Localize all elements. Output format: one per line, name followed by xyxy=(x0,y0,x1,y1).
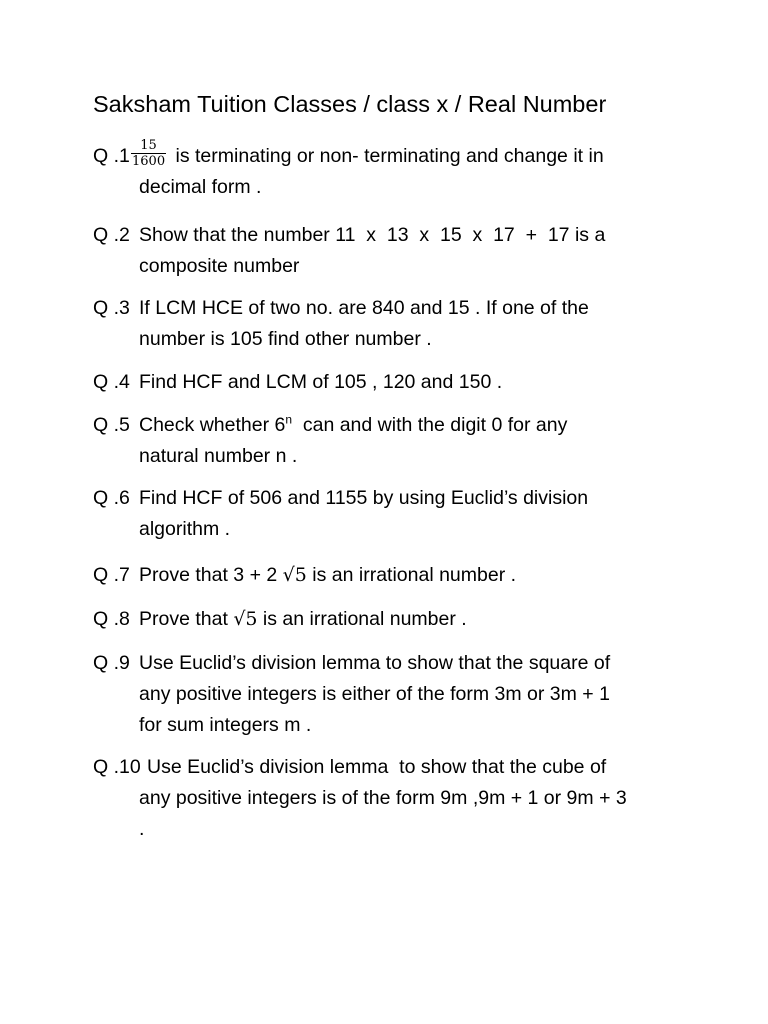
question-number: Q .4 xyxy=(93,371,130,393)
question-text: any positive integers is either of the form 3m or 3m + 1 xyxy=(139,683,610,705)
question-6 xyxy=(93,483,693,545)
square-root: √5 xyxy=(233,608,258,630)
fraction xyxy=(131,139,166,169)
question-text: Find HCF and LCM of 105 , 120 and 150 . xyxy=(139,371,503,393)
question-text: is an irrational number . xyxy=(257,608,467,630)
question-number: Q .1 xyxy=(93,145,130,167)
question-text: natural number n . xyxy=(139,445,298,467)
question-text: Find HCF of 506 and 1155 by using Euclid’s division xyxy=(139,487,589,509)
question-text: Show that the number 11 x 13 x 15 x 17 + 17 is a xyxy=(139,224,606,246)
question-text: any positive integers is of the form 9m ,9m + 1 or 9m + 3 xyxy=(139,787,627,809)
question-number: Q .9 xyxy=(93,652,130,674)
fraction-numerator: 15 xyxy=(131,139,166,154)
question-text: can and with the digit 0 for any xyxy=(292,414,568,436)
question-number: Q .7 xyxy=(93,564,130,586)
question-number: Q .5 xyxy=(93,414,130,436)
question-text: Use Euclid’s division lemma to show that the square of xyxy=(139,652,611,674)
question-text: Prove that 3 + 2 xyxy=(139,564,283,586)
question-number: Q .6 xyxy=(93,487,130,509)
question-text: composite number xyxy=(139,255,300,277)
question-text: If LCM HCE of two no. are 840 and 15 . If one of the xyxy=(139,297,589,319)
question-text: algorithm . xyxy=(139,518,231,540)
question-10 xyxy=(93,752,693,845)
question-5 xyxy=(93,410,693,472)
question-1 xyxy=(93,137,693,203)
question-4 xyxy=(93,367,693,398)
question-text: is an irrational number . xyxy=(306,564,517,586)
question-line xyxy=(132,137,693,172)
square-root: √5 xyxy=(282,564,307,586)
question-text: is terminating or non- terminating and change it in xyxy=(175,145,604,167)
question-text: Check whether 6 xyxy=(139,414,286,436)
question-number: Q .2 xyxy=(93,224,130,246)
question-text: decimal form . xyxy=(139,176,262,198)
question-text: Prove that xyxy=(139,608,234,630)
question-9 xyxy=(93,648,693,741)
question-text: Use Euclid’s division lemma to show that the cube of xyxy=(147,756,607,778)
question-2 xyxy=(93,220,693,282)
question-line xyxy=(139,560,693,591)
page-title: Saksham Tuition Classes / class x / Real Number xyxy=(93,91,607,117)
question-3 xyxy=(93,293,693,355)
fraction-denominator: 1600 xyxy=(132,153,166,169)
question-text: number is 105 find other number . xyxy=(139,328,432,350)
question-number: Q .3 xyxy=(93,297,130,319)
question-text: . xyxy=(139,818,145,840)
question-7 xyxy=(93,560,693,591)
question-8 xyxy=(93,604,693,635)
question-number: Q .8 xyxy=(93,608,130,630)
question-line xyxy=(139,604,693,635)
question-text: for sum integers m . xyxy=(139,714,312,736)
question-number: Q .10 xyxy=(93,756,141,778)
question-line xyxy=(139,410,693,441)
exponent: n xyxy=(285,412,293,427)
